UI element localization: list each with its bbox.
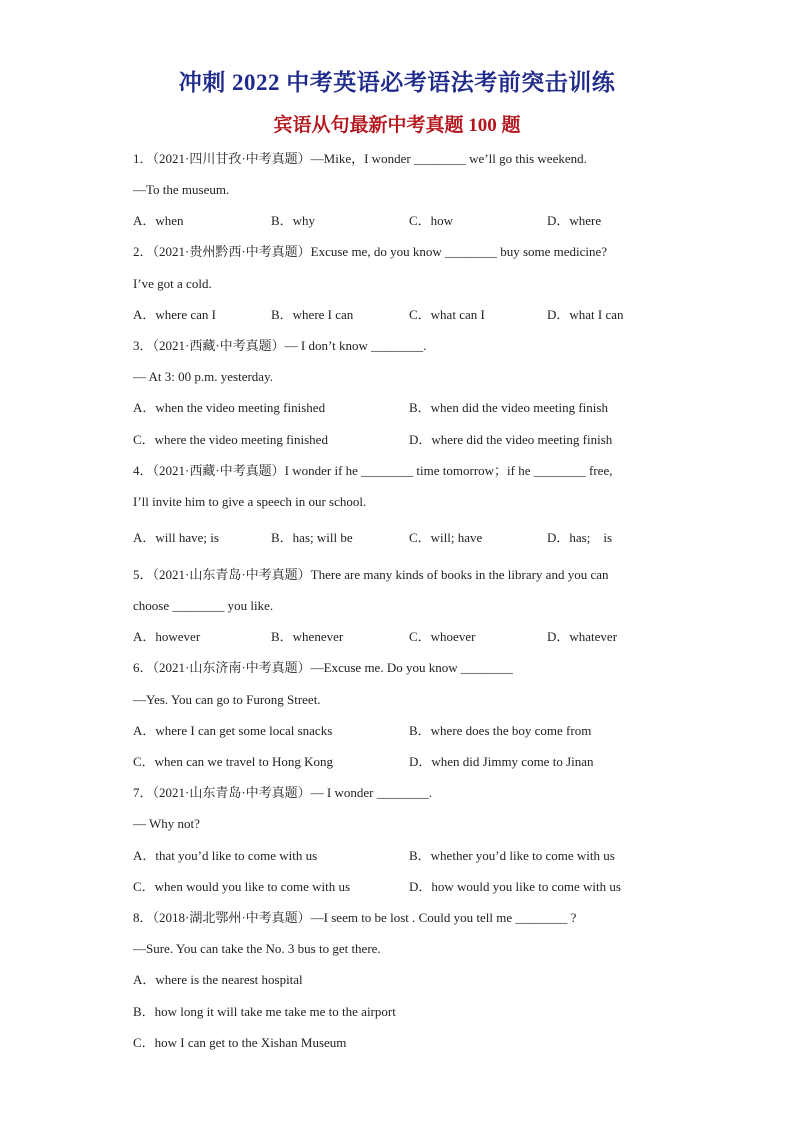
question-1-stem: 1．（2021·四川甘孜·中考真题）—Mike，I wonder ________ we’ll go this weekend. [133, 151, 587, 166]
question-4-option-d: D．has; is [547, 530, 613, 545]
question-2-stem: 2．（2021·贵州黔西·中考真题）Excuse me, do you know ________ buy some medicine? [133, 244, 608, 259]
page-title: 冲刺 2022 中考英语必考语法考前突击训练 [178, 70, 616, 95]
question-5-option-b: B．whenever [271, 629, 344, 644]
question-2-stem-continued: I’ve got a cold. [133, 276, 212, 291]
question-3-option-d: D．where did the video meeting finish [409, 432, 613, 447]
question-6-option-b: B．where does the boy come from [409, 723, 592, 738]
question-7-option-d: D．how would you like to come with us [409, 879, 621, 894]
question-1-option-b: B．why [271, 213, 316, 228]
question-4-stem: 4．（2021·西藏·中考真题）I wonder if he ________ time tomorrow；if he ________ free, [133, 463, 613, 478]
question-4-option-b: B．has; will be [271, 530, 353, 545]
question-6-stem: 6．（2021·山东济南·中考真题）—Excuse me. Do you know ________ [133, 660, 513, 675]
question-1-option-d: D．where [547, 213, 602, 228]
question-7-answer-line: — Why not? [133, 816, 200, 831]
question-1-option-c: C．how [409, 213, 454, 228]
question-2-option-a: A．where can I [133, 307, 217, 322]
question-5-option-a: A．however [133, 629, 201, 644]
page-subtitle: 宾语从句最新中考真题 100 题 [273, 115, 521, 136]
question-5-stem: 5．（2021·山东青岛·中考真题）There are many kinds of books in the library and you can [133, 567, 609, 582]
question-3-stem: 3．（2021·西藏·中考真题）— I don’t know ________. [133, 338, 427, 353]
question-7-option-a: A．that you’d like to come with us [133, 848, 318, 863]
question-8-option-a: A．where is the nearest hospital [133, 972, 303, 987]
question-1-option-a: A．when [133, 213, 184, 228]
question-5-stem-continued: choose ________ you like. [133, 598, 274, 613]
question-8-option-b: B．how long it will take me take me to the airport [133, 1004, 396, 1019]
question-7-option-b: B．whether you’d like to come with us [409, 848, 615, 863]
question-5-option-c: C．whoever [409, 629, 476, 644]
question-7-option-c: C．when would you like to come with us [133, 879, 351, 894]
question-6-option-a: A．where I can get some local snacks [133, 723, 333, 738]
question-3-option-a: A．when the video meeting finished [133, 400, 326, 415]
question-8-option-c: C．how I can get to the Xishan Museum [133, 1035, 347, 1050]
question-8-stem: 8．（2018·湖北鄂州·中考真题）—I seem to be lost . Could you tell me ________ ? [133, 910, 577, 925]
question-3-answer-line: — At 3: 00 p.m. yesterday. [133, 369, 273, 384]
question-6-option-d: D．when did Jimmy come to Jinan [409, 754, 594, 769]
question-2-option-b: B．where I can [271, 307, 354, 322]
question-3-option-b: B．when did the video meeting finish [409, 400, 608, 415]
question-5-option-d: D．whatever [547, 629, 618, 644]
question-6-answer-line: —Yes. You can go to Furong Street. [133, 692, 321, 707]
question-1-answer-line: —To the museum. [133, 182, 230, 197]
question-4-option-a: A．will have; is [133, 530, 219, 545]
question-4-stem-continued: I’ll invite him to give a speech in our school. [133, 494, 367, 509]
question-2-option-c: C．what can I [409, 307, 485, 322]
question-2-option-d: D．what I can [547, 307, 624, 322]
question-8-answer-line: —Sure. You can take the No. 3 bus to get there. [133, 941, 381, 956]
question-3-option-c: C．where the video meeting finished [133, 432, 328, 447]
question-4-option-c: C．will; have [409, 530, 483, 545]
question-7-stem: 7．（2021·山东青岛·中考真题）— I wonder ________. [133, 785, 432, 800]
question-6-option-c: C．when can we travel to Hong Kong [133, 754, 334, 769]
